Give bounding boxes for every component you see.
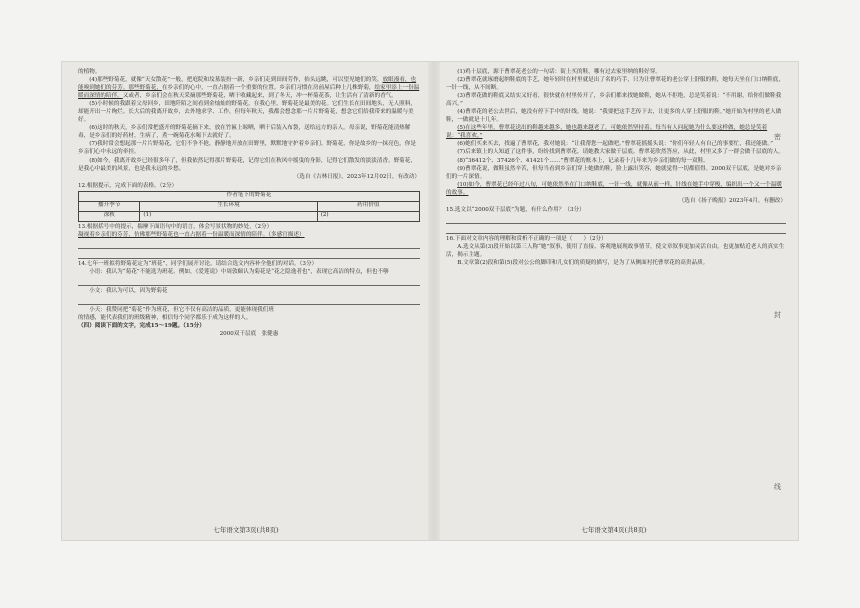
- seal-line-mark: 线: [774, 483, 781, 491]
- table-header-environment: 生长环境: [140, 201, 317, 211]
- article-paragraph-2: (2)曹翠花就琢磨起纳鞋底的手艺，她年轻时在村里就是出了名的巧手，只为让曹翠花的老公穿上舒服的鞋，她每天坐在门口纳鞋底，一针一线，从不间断。: [446, 77, 784, 92]
- exam-page-4: [446, 68, 786, 534]
- question-14-dialog-a: 小语：我认为“菊花”不能选为班花。例如，《爱莲说》中周敦颐认为菊花是“花之隐逸者也”，表现它高洁的特点，但也不够: [89, 268, 389, 275]
- section-4-heading: （四）阅读下面的文字，完成15～19题。（15分）: [78, 323, 205, 330]
- article-paragraph-8: (8)“36412个、37426个、41421个……”曹翠花的账本上，记录着十几年来为乡亲们做的每一双鞋。: [457, 157, 709, 164]
- article-paragraph-1: (1)鸡十层底，源于曹翠花老公的一句话：街上买的鞋，哪有过去家里纳的鞋好穿。: [457, 69, 661, 75]
- paragraph-4: (4)那些野菊花，就像“天女散花”一般，把庭院和坟墓装扮一新，乡亲们走到田间劳作，抬头远眺，可以望见她们的笑，放眼漫看，也能嗅到她们的芬芳。那些野菊花，在乡亲们的心中，一直占据着一个重要的位置。乡亲们习惯在房前屋后种上几株野菊，给家里添上一份温暖而深情的陪伴。又或者，乡亲们会在秋天采摘那些野菊花，晒干收藏起来，到了冬天，冲一杯菊花茶，让生活有了清新的香气。: [78, 77, 420, 100]
- question-14-dialog-c: 小天：我赞同把“菊花”作为班花，但它不仅有高洁的品质，更能体现我们班: [89, 306, 274, 313]
- article-paragraph-3: (3)曹翠花做的鞋底又结实又好看，很快就在村里传开了，乡亲们都来找她做鞋，她从不拒绝，总是笑着说：“不用谢，给你们做鞋我高兴。”: [446, 93, 782, 108]
- table-cell-season: 深秋: [79, 211, 140, 221]
- question-12-table: [78, 191, 420, 222]
- scanned-exam-sheet: [62, 62, 798, 540]
- question-16-option-a: A.选文从第(3)段开始以第三人称“她”叙事，使用了直接、客观地展现故事情节，使文章叙事更加灵活自由，也更加贴近老人的真实生活，揭示主题。: [446, 243, 785, 258]
- exam-page-3: [78, 68, 420, 534]
- answer-line[interactable]: [446, 215, 786, 224]
- page-gutter: [428, 62, 440, 540]
- answer-line[interactable]: [78, 296, 420, 305]
- paragraph-intro: 的植物。: [78, 69, 101, 75]
- article-title-line: [78, 330, 420, 338]
- page-footer-right: 七年语文第4页(共8页): [581, 526, 647, 534]
- article-paragraph-4: (4)曹翠花的老公去世后，她没有停下手中的针线。她说：“我要把这手艺传下去，让更多的人穿上舒服的鞋。”她开始为村里的老人做鞋，一做就是十几年。: [446, 109, 782, 124]
- question-16-option-b: B.文章第(2)段和第(5)段对公公的脚印和儿女们的质疑的描写，是为了从侧面衬托曹翠花的高贵品质。: [457, 259, 709, 266]
- article-paragraph-6: (6)她们买来买去，找遍了曹翠花，我对她说：“让我帮您一起做吧。”曹翠花摇摇头说：“你们年轻人有自己的事要忙，我还能做。”: [457, 141, 774, 148]
- seal-line-mark: 封: [774, 311, 781, 319]
- question-14: 14.七年一班拟将野菊花定为“班花”，同学们展开讨论，请结合选文内容补全他们的对话。（3分）: [78, 260, 318, 267]
- answer-line[interactable]: [78, 250, 420, 259]
- paragraph-7: (7)我时常会想起那一片片野菊花，它们不争不抢，静静地开放在田野里，默默地守护着乡亲们。野菊花，你是故乡的一抹亮色，你是乡亲们心中永远的牵挂。: [78, 141, 416, 156]
- question-13: 13.根据括号中的提示，揣摩下面语句中的语言，体会写景状物的妙处。（2分）: [78, 223, 273, 230]
- question-14-dialog-d: 的情感，能代表我们的班级精神，相信每个同学都乐于成为这样的人。: [78, 314, 252, 321]
- article-title: 2000双千层底: [219, 331, 257, 338]
- article-paragraph-5: (5)在这些年里，曹翠花送出的鞋越来越多，她也越来越老了，可她依然坚持着。每当有人问起她为什么要这样做，她总是笑着说：“我喜欢。”: [446, 125, 768, 140]
- table-header-season: 播开季节: [79, 201, 140, 211]
- paragraph-6: (6)这时的秋天，乡亲们常把盛开的野菊花摘下来，放在竹匾上晾晒，晒干后装入布袋，送给远方的亲人。母亲说，野菊花能清热解毒，是乡亲们的好药材，生病了，煮一碗菊花水喝下去就好了。: [78, 125, 411, 140]
- question-12: 12.根据提示，完成下面的表格。（2分）: [78, 182, 178, 189]
- question-15: 15.选文以“2000双千层底”为题，有什么作用？（3分）: [446, 206, 585, 213]
- question-14-dialog-b: 小文：我认为可以，因为野菊花: [89, 287, 168, 294]
- page-footer-left: 七年语文第3页(共8页): [213, 526, 279, 534]
- source-note: （选自《吉林日报》，2023年12月02日，有改动）: [293, 173, 420, 180]
- answer-line[interactable]: [78, 277, 420, 286]
- table-cell-environment[interactable]: (1): [140, 211, 317, 221]
- answer-line[interactable]: [78, 240, 420, 249]
- question-16: 16.下面对文章内容的理解和赏析不正确的一项是（ ）（2分）: [446, 235, 607, 242]
- article-author: 张健惠: [261, 331, 279, 338]
- article-paragraph-10: (10)如今，曹翠花已经年过八旬，可她依然坐在门口纳鞋底，一针一线，就像从前一样。针线在她手中穿梭，编织出一个又一个温暖的故事。: [446, 181, 782, 196]
- answer-line[interactable]: [446, 225, 786, 234]
- table-cell-medicinal[interactable]: (2): [317, 211, 419, 221]
- article-source: （选自《扬子晚报》2023年4月，有删改）: [678, 197, 786, 204]
- paragraph-8: (8)如今，我离开故乡已经很多年了，但我依然记得那片野菊花，记得它们在秋风中摇曳的身影，记得它们散发的淡淡清香。野菊花，是我心中最美的风景，也是我永远的乡愁。: [78, 157, 416, 172]
- article-paragraph-7: (7)后来镇上的人知道了这件事，纷纷找到曹翠花，请她教大家做千层底。曹翠花欣然答应，从此，村里又多了一群会做千层底的人。: [457, 149, 784, 156]
- table-title: 作者笔下的野菊花: [79, 191, 420, 201]
- question-13-sentence: 凝视着乡亲们的芬芳，仿佛那些野菊花也一直占据着一份温暖而深情的陪伴。（多感官描述）: [78, 231, 305, 238]
- table-header-medicinal: 药用价值: [317, 201, 419, 211]
- paragraph-5: (5)小时候的我跟着父母回乡，田地阡陌之间看到金灿灿的野菊花。在我心里，野菊花是最美的花。它们生长在田间地头，无人照料，却能开出一片绚烂。长大后的我离开故乡，去外地求学、工作，但每年秋天，我都会想念那一片片野菊花，想念它们给我带来的温暖与美好。: [78, 101, 416, 124]
- article-paragraph-9: (9)曹翠花说，做鞋虽然辛苦，但每当看到乡亲们穿上她做的鞋，脸上露出笑容，她就觉得一切都值得。2000双千层底，是她对乡亲们的一片深情。: [446, 165, 782, 180]
- seal-line-mark: 密: [774, 133, 781, 141]
